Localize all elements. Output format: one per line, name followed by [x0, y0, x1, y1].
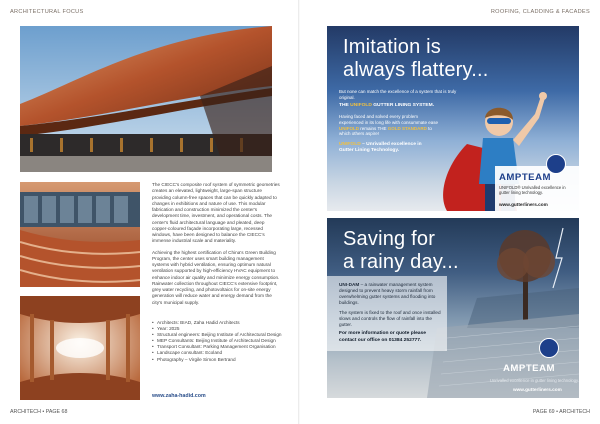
credit-item: • Photography – Virgile Simon Bertrand — [152, 357, 282, 363]
contact-line-1: For more information or quote please — [339, 331, 426, 336]
ad-headline-line1: Saving for — [343, 228, 436, 250]
ampteam-url-link[interactable]: www.gutterliners.com — [499, 202, 548, 207]
interior-hall-photo — [20, 296, 140, 400]
credit-item: • Structural engineers: Beijing Institute of Architectural Design — [152, 332, 282, 338]
right-page-header: ROOFING, CLADDING & FACADES — [490, 9, 590, 15]
quality-seal-icon — [539, 338, 559, 358]
credit-item: • Transport Consultant: Parking Management Organisation — [152, 344, 282, 350]
project-credits — [152, 320, 282, 363]
unifold-advert[interactable] — [327, 26, 579, 211]
uni-dam-intro: UNI-DAM – a rainwater management system designed to prevent heavy storm rainfall from overwhelming gutter systems and flooding into buildings. — [339, 282, 436, 305]
quality-seal-icon — [546, 154, 566, 174]
article-body — [152, 182, 280, 311]
ad-intro: But none can match the excellence of a system that is truly original. — [339, 89, 457, 100]
left-page-header: ARCHITECTURAL FOCUS — [10, 9, 84, 15]
ad-headline-line2: a rainy day... — [343, 251, 459, 273]
uni-dam-advert[interactable] — [327, 218, 579, 398]
left-page-footer: ARCHITECH • PAGE 68 — [10, 409, 68, 415]
ampteam-brand-box — [495, 166, 579, 211]
hero-building-photo — [20, 26, 272, 172]
article-url-link[interactable]: www.zaha-hadid.com — [152, 393, 206, 399]
ampteam-logo: AMPTEAM — [503, 363, 555, 374]
facade-detail-photo — [20, 182, 140, 287]
ad-body: Having faced and solved every problem experienced in its long life with consummate ease UNIFOLD remains THE GOLD STANDARD to which others aspire! — [339, 114, 439, 137]
ad-tagline: UNIFOLD – Unrivalled excellence in Gutter Lining Technology. — [339, 142, 422, 153]
right-page-footer: PAGE 69 • ARCHITECH — [532, 409, 590, 415]
credit-item: • Year: 2025 — [152, 326, 282, 332]
contact-line-2[interactable]: contact our office on 01384 252777. — [339, 338, 422, 343]
ampteam-logo: AMPTEAM — [499, 172, 551, 183]
article-paragraph-2: Achieving the highest certification of China's Green Building Program, the center uses smart building management systems with hybrid ventilation, ensuring optimum natural ventilation supported by high-efficiency HVAC equipment to enhance indoor air quality and minimize energy consumption. Rainwater collection throughout CIECC's extensive footprint, grey water recycling, and photovoltaics for on-site energy generation will reduce water and energy demand from the city's municipal supply. — [152, 249, 280, 305]
ad-system-name: THE UNIFOLD GUTTER LINING SYSTEM. — [339, 103, 435, 108]
article-paragraph-1: The CIECC's composite roof system of symmetric geometries creates an elevated, lightweight, large-span structure providing column-free spaces that can be quickly adapted to changes in exhibitions and nature of use. This modular fabrication and construction minimized the center's development time, investment, and operational costs. The center's fluid architectural language and pleated, deep copper-coloured façade incorporating large, recessed windows, have been designed to balance the CIECC's immense industrial scale and materiality. — [152, 182, 280, 244]
ampteam-subline: UNIFOLD® Unrivalled excellence in gutter lining technology. — [499, 185, 566, 196]
uni-dam-body: The system is fixed to the roof and once installed slows and controls the flow of rainfall into the gutter. — [339, 310, 441, 327]
ad-headline-line1: Imitation is — [343, 36, 441, 58]
ampteam-url-link[interactable]: www.gutterliners.com — [513, 387, 562, 392]
credit-item: • Architects: BIAD, Zaha Hadid Architects — [152, 320, 282, 326]
credit-item: • MEP Consultants: Beijing Institute of Architectural Design — [152, 338, 282, 344]
credit-item: • Landscape consultant: Ecoland — [152, 350, 282, 356]
ampteam-subline: Unrivalled excellence in gutter lining technology. — [489, 378, 579, 383]
ad-headline-line2: always flattery... — [343, 59, 489, 81]
